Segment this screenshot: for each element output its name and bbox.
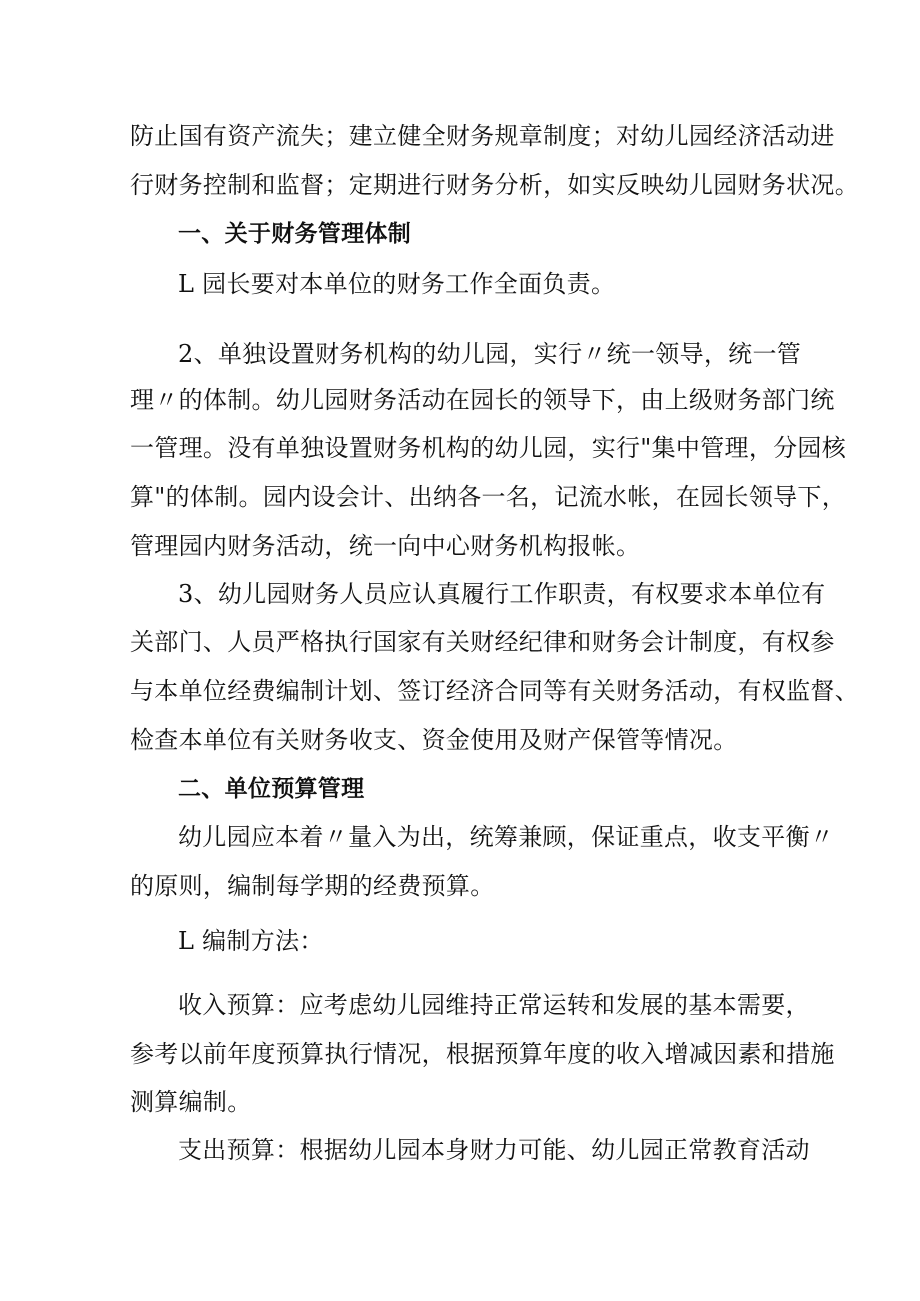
- section-heading: 一、关于财务管理体制: [178, 221, 411, 247]
- paragraph-line: 3、幼儿园财务人员应认真履行工作职责，有权要求本单位有: [178, 580, 826, 608]
- paragraph-line: 理〃的体制。幼儿园财务活动在园长的领导下，由上级财务部门统: [130, 386, 835, 414]
- paragraph-line: 测算编制。: [130, 1088, 252, 1116]
- paragraph-line: 一管理。没有单独设置财务机构的幼儿园，实行"集中管理，分园核: [130, 434, 847, 462]
- paragraph-line: 与本单位经费编制计划、签订经济合同等有关财务活动，有权监督、: [130, 677, 859, 705]
- paragraph-line: L 编制方法：: [178, 927, 324, 955]
- paragraph-line: 算"的体制。园内设会计、出纳各一名，记流水帐，在园长领导下，: [130, 483, 847, 511]
- paragraph-line: 检查本单位有关财务收支、资金使用及财产保管等情况。: [130, 726, 738, 754]
- section-heading: 二、单位预算管理: [178, 776, 365, 802]
- paragraph-line: 关部门、人员严格执行国家有关财经纪律和财务会计制度，有权参: [130, 628, 835, 656]
- paragraph-line: L 园长要对本单位的财务工作全面负责。: [178, 270, 616, 298]
- paragraph-line: 支出预算：根据幼儿园本身财力可能、幼儿园正常教育活动: [178, 1136, 810, 1164]
- paragraph-line: 幼儿园应本着〃量入为出，统筹兼顾，保证重点，收支平衡〃: [178, 823, 835, 851]
- paragraph-line: 参考以前年度预算执行情况，根据预算年度的收入增减因素和措施: [130, 1040, 835, 1068]
- paragraph-line: 防止国有资产流失；建立健全财务规章制度；对幼儿园经济活动进: [130, 122, 835, 150]
- paragraph-line: 的原则，编制每学期的经费预算。: [130, 872, 495, 900]
- paragraph-line: 2、单独设置财务机构的幼儿园，实行〃统一领导，统一管: [178, 340, 802, 368]
- paragraph-line: 收入预算：应考虑幼儿园维持正常运转和发展的基本需要，: [178, 991, 810, 1019]
- paragraph-line: 行财务控制和监督；定期进行财务分析，如实反映幼儿园财务状况。: [130, 171, 859, 199]
- paragraph-line: 管理园内财务活动，统一向中心财务机构报帐。: [130, 532, 641, 560]
